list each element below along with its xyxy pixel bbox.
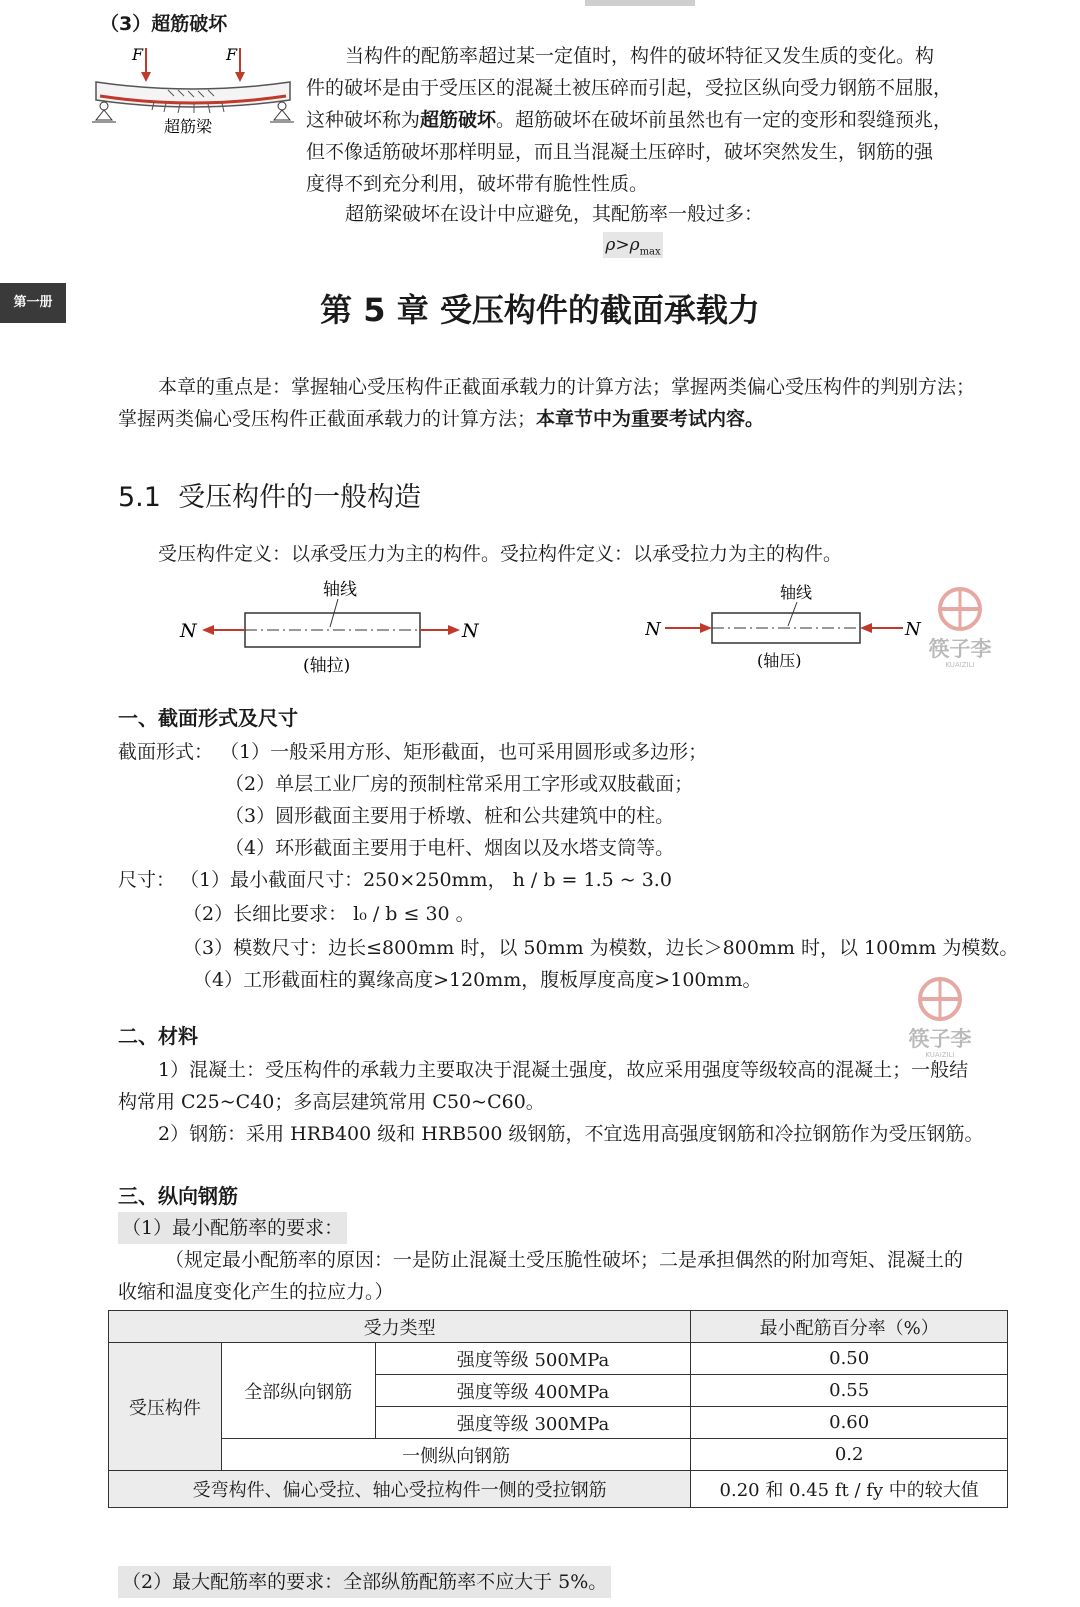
value-cell: 0.2 xyxy=(691,1439,1008,1471)
value-cell: 0.50 xyxy=(691,1343,1008,1375)
size-item-2: （2）长细比要求： l₀ / b ≤ 30 。 xyxy=(183,903,475,925)
axial-compression-figure xyxy=(645,580,925,670)
all-bars-cell: 全部纵向钢筋 xyxy=(221,1343,375,1439)
intro-line1: 本章的重点是：掌握轴心受压构件正截面承载力的计算方法；掌握两类偏心受压构件的判别方法； xyxy=(158,376,976,398)
compression-member-cell: 受压构件 xyxy=(109,1343,222,1471)
para2-line: 超筋梁破坏在设计中应避免，其配筋率一般过多： xyxy=(345,203,764,225)
grade-cell: 强度等级 500MPa xyxy=(375,1343,691,1375)
tension-caption: (轴拉) xyxy=(303,656,351,675)
force-left-label: F xyxy=(132,45,144,64)
part2-line3: 2）钢筋：采用 HRB400 级和 HRB500 级钢筋，不宜选用高强度钢筋和冷拉钢筋作为受压钢筋。 xyxy=(158,1123,984,1145)
over-reinforced-heading: （3）超筋破坏 xyxy=(100,13,228,35)
watermark-logo-2: 筷子李 KUAIZILI xyxy=(895,975,985,1059)
para1-line3: 这种破坏称为超筋破坏。超筋破坏在破坏前虽然也有一定的变形和裂缝预兆， xyxy=(306,109,953,131)
tension-axis-label: 轴线 xyxy=(323,580,357,600)
force-right-label: F xyxy=(226,45,238,64)
size-item-3: （3）模数尺寸：边长≤800mm 时，以 50mm 为模数，边长＞800mm 时，以 100mm 为模数。 xyxy=(183,937,1019,959)
grade-cell: 强度等级 400MPa xyxy=(375,1375,691,1407)
watermark-emblem-icon xyxy=(932,585,988,633)
section-form-label: 截面形式： xyxy=(118,741,214,763)
tension-n-left: N xyxy=(180,620,197,642)
size-item-4: （4）工形截面柱的翼缘高度>120mm，腹板厚度高度>100mm。 xyxy=(193,969,762,991)
para1-line5: 度得不到充分利用，破坏带有脆性性质。 xyxy=(306,173,649,195)
size-item-1: （1）最小截面尺寸：250×250mm， h / b = 1.5 ~ 3.0 xyxy=(180,869,672,891)
min-ratio-subheading: （1）最小配筋率的要求： xyxy=(118,1212,347,1244)
support-right xyxy=(270,102,294,122)
volume-tag: 第一册 xyxy=(0,283,66,323)
part1-heading: 一、截面形式及尺寸 xyxy=(118,706,298,730)
page-top-strip xyxy=(585,0,695,6)
header-min-percentage: 最小配筋百分率（%） xyxy=(691,1311,1008,1343)
compression-caption: (轴压) xyxy=(757,651,802,670)
max-ratio-requirement: （2）最大配筋率的要求：全部纵筋配筋率不应大于 5%。 xyxy=(118,1566,611,1598)
bending-member-cell: 受弯构件、偏心受拉、轴心受拉构件一侧的受拉钢筋 xyxy=(109,1471,691,1508)
watermark-emblem-icon xyxy=(912,975,968,1023)
one-side-cell: 一侧纵向钢筋 xyxy=(221,1439,690,1471)
compression-n-right: N xyxy=(905,619,921,640)
grade-cell: 强度等级 300MPa xyxy=(375,1407,691,1439)
important-note: 本章节中为重要考试内容。 xyxy=(536,408,765,430)
tension-n-right: N xyxy=(462,620,479,642)
form-item-1: （1）一般采用方形、矩形截面，也可采用圆形或多边形； xyxy=(220,741,708,763)
section-definition: 受压构件定义：以承受压力为主的构件。受拉构件定义：以承受拉力为主的构件。 xyxy=(158,543,843,565)
value-cell: 0.60 xyxy=(691,1407,1008,1439)
beam-caption: 超筋梁 xyxy=(164,117,213,136)
part2-heading: 二、材料 xyxy=(118,1024,198,1048)
para1-line2: 件的破坏是由于受压区的混凝土被压碎而引起，受拉区纵向受力钢筋不屈服， xyxy=(306,77,953,99)
min-ratio-reason-2: 收缩和温度变化产生的拉应力。） xyxy=(118,1281,394,1303)
form-item-2: （2）单层工业厂房的预制柱常采用工字形或双肢截面； xyxy=(225,773,694,795)
compression-n-left: N xyxy=(645,619,661,640)
size-label: 尺寸： xyxy=(118,869,176,891)
part2-line2: 构常用 C25~C40；多高层建筑常用 C50~C60。 xyxy=(118,1091,545,1113)
axial-tension-figure xyxy=(178,575,498,675)
support-left xyxy=(92,102,116,122)
compression-axis-label: 轴线 xyxy=(780,583,813,602)
table-row xyxy=(109,1343,1008,1375)
formula-rho-max: $\rho>\rho_{max}$ xyxy=(603,232,663,258)
part3-heading: 三、纵向钢筋 xyxy=(118,1184,238,1208)
table-row xyxy=(109,1471,1008,1508)
section-5-1-heading: 5.1 受压构件的一般构造 xyxy=(118,482,422,513)
over-reinforced-term: 超筋破坏 xyxy=(420,109,497,131)
over-reinforced-beam-figure xyxy=(88,40,298,145)
min-reinforcement-table xyxy=(108,1310,1008,1508)
value-cell: 0.55 xyxy=(691,1375,1008,1407)
header-force-type: 受力类型 xyxy=(109,1311,691,1343)
part2-line1: 1）混凝土：受压构件的承载力主要取决于混凝土强度，故应采用强度等级较高的混凝土；一般结 xyxy=(158,1059,969,1081)
chapter-title: 第 5 章 受压构件的截面承载力 xyxy=(320,291,760,329)
intro-line2: 掌握两类偏心受压构件正截面承载力的计算方法；本章节中为重要考试内容。 xyxy=(118,408,765,430)
form-item-3: （3）圆形截面主要用于桥墩、桩和公共建筑中的柱。 xyxy=(225,805,675,827)
table-row xyxy=(109,1439,1008,1471)
para1-line4: 但不像适筋破坏那样明显，而且当混凝土压碎时，破坏突然发生，钢筋的强 xyxy=(306,141,934,163)
min-ratio-reason-1: （规定最小配筋率的原因：一是防止混凝土受压脆性破坏；二是承担偶然的附加弯矩、混凝土的 xyxy=(165,1249,964,1271)
bending-value-cell: 0.20 和 0.45 ft / fy 中的较大值 xyxy=(691,1471,1008,1508)
watermark-logo-1: 筷子李 KUAIZILI xyxy=(915,585,1005,669)
form-item-4: （4）环形截面主要用于电杆、烟囱以及水塔支筒等。 xyxy=(225,837,675,859)
table-header-row xyxy=(109,1311,1008,1343)
para1-line1: 当构件的配筋率超过某一定值时，构件的破坏特征又发生质的变化。构 xyxy=(345,45,935,67)
